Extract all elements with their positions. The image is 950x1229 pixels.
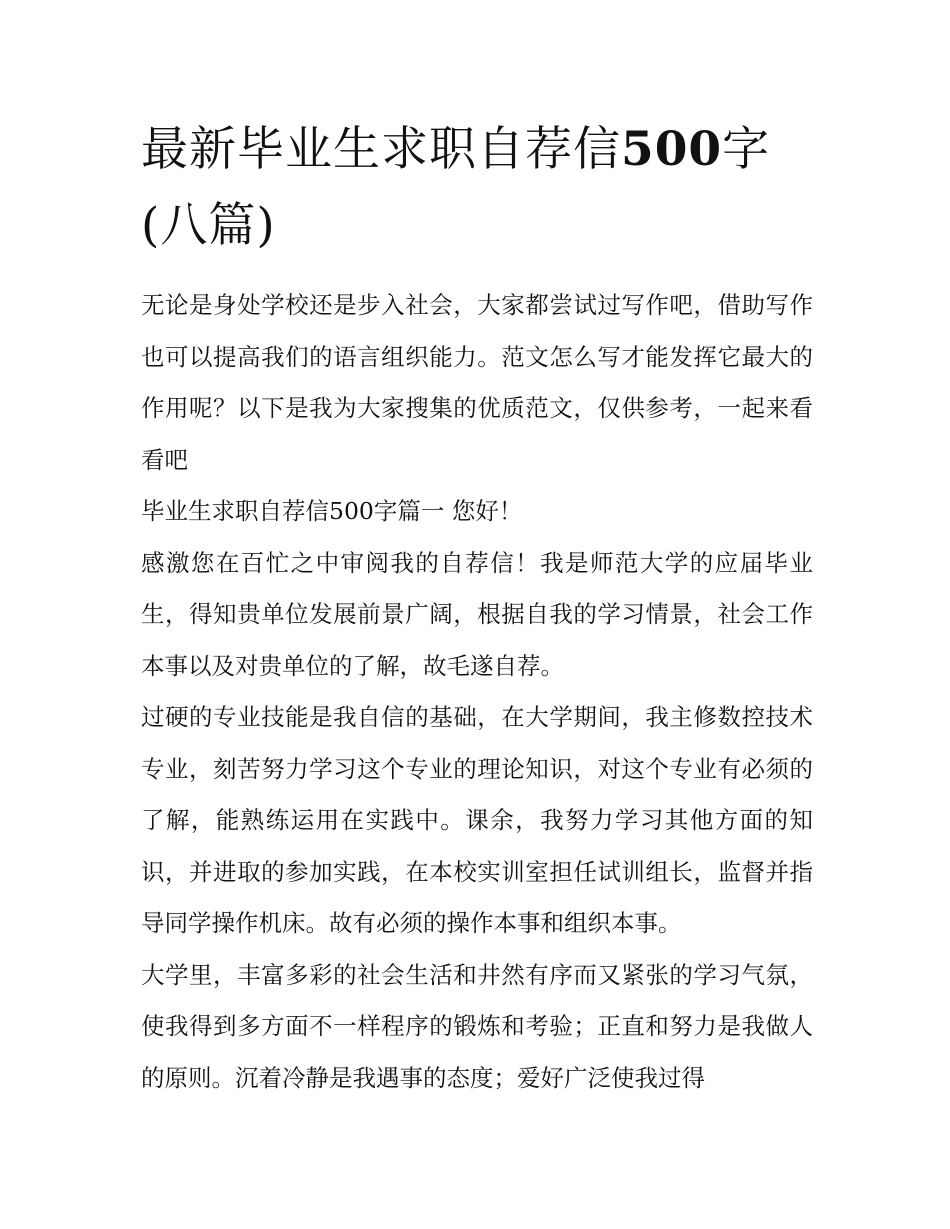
paragraph-section-heading: 毕业生求职自荐信500字篇一 您好！ (141, 497, 523, 525)
paragraph-skills: 过硬的专业技能是我自信的基础，在大学期间，我主修数控技术专业，刻苦努力学习这个专业的理论知识，对这个专业有必须的了解，能熟练运用在实践中。课余，我努力学习其他方面的知识，并进取的参加实践，在本校实训室担任试训组长，监督并指导同学操作机床。故有必须的操作本事和组织本事。 (141, 703, 813, 937)
document-title (141, 112, 813, 264)
paragraph-university-life: 大学里，丰富多彩的社会生活和井然有序而又紧张的学习气氛，使我得到多方面不一样程序的锻炼和考验；正直和努力是我做人的原则。沉着冷静是我遇事的态度；爱好广泛使我过得 (141, 960, 813, 1092)
paragraph-intro: 无论是身处学校还是步入社会，大家都尝试过写作吧，借助写作也可以提高我们的语言组织能力。范文怎么写才能发挥它最大的作用呢？以下是我为大家搜集的优质范文，仅供参考，一起来看看吧 (141, 291, 813, 474)
document-body (141, 280, 813, 1104)
title-rest: 字(八篇) (141, 122, 771, 253)
title-number: 500 (621, 122, 723, 177)
paragraph-greeting: 感激您在百忙之中审阅我的自荐信！我是师范大学的应届毕业生，得知贵单位发展前景广阔，根据自我的学习情景，社会工作本事以及对贵单位的了解，故毛遂自荐。 (141, 548, 813, 680)
document-page (141, 112, 813, 1104)
title-main: 最新毕业生求职自荐信 (141, 122, 621, 177)
